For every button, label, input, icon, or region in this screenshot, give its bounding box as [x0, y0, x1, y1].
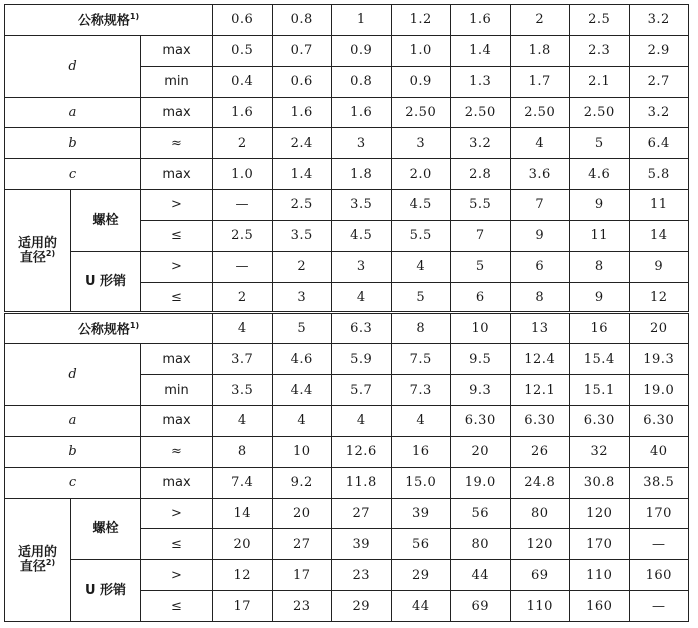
value-cell-upin-le: 3	[272, 282, 332, 313]
value-cell-d-max: 1.8	[510, 35, 570, 66]
value-cell-bolt-le: 39	[332, 529, 392, 560]
value-cell-d-max: 0.7	[272, 35, 332, 66]
value-cell-nominal: 2	[510, 5, 570, 36]
value-cell-b-approx: 8	[213, 436, 273, 467]
value-cell-b-approx: 2.4	[272, 128, 332, 159]
value-cell-d-min: 7.3	[391, 375, 451, 406]
table-row	[5, 159, 689, 190]
table-row	[5, 190, 689, 221]
value-cell-bolt-le: 14	[629, 220, 689, 251]
value-cell-nominal: 0.6	[213, 5, 273, 36]
value-cell-c-max: 2.8	[451, 159, 511, 190]
value-cell-bolt-le: 7	[451, 220, 511, 251]
applicable-line2: 直径	[19, 559, 46, 575]
value-cell-d-min: 1.3	[451, 66, 511, 97]
value-cell-d-min: 0.4	[213, 66, 273, 97]
value-cell-upin-le: 2	[213, 282, 273, 313]
c-label: c	[5, 159, 141, 190]
value-cell-bolt-le: —	[629, 529, 689, 560]
value-cell-upin-gt: 3	[332, 251, 392, 282]
value-cell-bolt-gt: 56	[451, 498, 511, 529]
value-cell-nominal: 1.2	[391, 5, 451, 36]
nominal-size-label	[5, 313, 213, 344]
value-cell-c-max: 3.6	[510, 159, 570, 190]
less-equal-label: ≤	[141, 529, 213, 560]
b-label: b	[5, 128, 141, 159]
value-cell-upin-gt: 23	[332, 560, 392, 591]
value-cell-upin-le: 8	[510, 282, 570, 313]
approx-label: ≈	[141, 436, 213, 467]
value-cell-upin-gt: 29	[391, 560, 451, 591]
value-cell-upin-le: 4	[332, 282, 392, 313]
table-row	[5, 560, 689, 591]
value-cell-bolt-gt: 39	[391, 498, 451, 529]
value-cell-c-max: 1.4	[272, 159, 332, 190]
c-label: c	[5, 467, 141, 498]
value-cell-a-max: 4	[213, 405, 273, 436]
value-cell-upin-le: 9	[570, 282, 630, 313]
value-cell-upin-gt: 8	[570, 251, 630, 282]
value-cell-d-min: 5.7	[332, 375, 392, 406]
max-label: max	[141, 97, 213, 128]
value-cell-nominal: 0.8	[272, 5, 332, 36]
value-cell-a-max: 6.30	[451, 405, 511, 436]
value-cell-nominal: 16	[570, 313, 630, 344]
nominal-label-text: 公称规格	[77, 13, 130, 29]
a-label: a	[5, 97, 141, 128]
value-cell-c-max: 15.0	[391, 467, 451, 498]
value-cell-upin-le: —	[629, 591, 689, 622]
value-cell-bolt-le: 5.5	[391, 220, 451, 251]
max-label: max	[141, 467, 213, 498]
value-cell-c-max: 5.8	[629, 159, 689, 190]
value-cell-d-min: 19.0	[629, 375, 689, 406]
value-cell-bolt-le: 2.5	[213, 220, 273, 251]
d-label: d	[5, 344, 141, 406]
value-cell-nominal: 2.5	[570, 5, 630, 36]
value-cell-bolt-gt: 170	[629, 498, 689, 529]
value-cell-a-max: 2.50	[510, 97, 570, 128]
value-cell-b-approx: 12.6	[332, 436, 392, 467]
value-cell-a-max: 4	[332, 405, 392, 436]
value-cell-d-min: 12.1	[510, 375, 570, 406]
value-cell-d-max: 2.9	[629, 35, 689, 66]
value-cell-bolt-gt: 3.5	[332, 190, 392, 221]
value-cell-nominal: 10	[451, 313, 511, 344]
value-cell-d-min: 4.4	[272, 375, 332, 406]
value-cell-upin-gt: 110	[570, 560, 630, 591]
value-cell-upin-gt: 17	[272, 560, 332, 591]
value-cell-upin-le: 160	[570, 591, 630, 622]
value-cell-c-max: 1.0	[213, 159, 273, 190]
value-cell-a-max: 6.30	[510, 405, 570, 436]
value-cell-b-approx: 4	[510, 128, 570, 159]
value-cell-d-min: 2.7	[629, 66, 689, 97]
value-cell-bolt-gt: 80	[510, 498, 570, 529]
table-row	[5, 128, 689, 159]
value-cell-d-max: 4.6	[272, 344, 332, 375]
value-cell-nominal: 3.2	[629, 5, 689, 36]
bolt-label: 螺栓	[71, 498, 141, 560]
value-cell-upin-le: 69	[451, 591, 511, 622]
value-cell-d-max: 2.3	[570, 35, 630, 66]
value-cell-upin-le: 23	[272, 591, 332, 622]
value-cell-b-approx: 2	[213, 128, 273, 159]
value-cell-bolt-gt: 27	[332, 498, 392, 529]
nominal-label-text: 公称规格	[77, 322, 130, 338]
value-cell-upin-gt: 12	[213, 560, 273, 591]
value-cell-a-max: 1.6	[332, 97, 392, 128]
value-cell-d-min: 2.1	[570, 66, 630, 97]
value-cell-a-max: 1.6	[213, 97, 273, 128]
value-cell-b-approx: 20	[451, 436, 511, 467]
value-cell-nominal: 5	[272, 313, 332, 344]
value-cell-nominal: 6.3	[332, 313, 392, 344]
value-cell-c-max: 4.6	[570, 159, 630, 190]
value-cell-upin-gt: 44	[451, 560, 511, 591]
value-cell-d-max: 1.4	[451, 35, 511, 66]
value-cell-b-approx: 6.4	[629, 128, 689, 159]
value-cell-nominal: 4	[213, 313, 273, 344]
value-cell-bolt-le: 80	[451, 529, 511, 560]
value-cell-nominal: 13	[510, 313, 570, 344]
table-row	[5, 5, 689, 36]
value-cell-upin-le: 17	[213, 591, 273, 622]
value-cell-a-max: 3.2	[629, 97, 689, 128]
value-cell-b-approx: 3	[332, 128, 392, 159]
value-cell-c-max: 7.4	[213, 467, 273, 498]
value-cell-b-approx: 5	[570, 128, 630, 159]
table-row	[5, 313, 689, 344]
value-cell-bolt-le: 3.5	[272, 220, 332, 251]
value-cell-bolt-le: 56	[391, 529, 451, 560]
value-cell-bolt-gt: 5.5	[451, 190, 511, 221]
value-cell-c-max: 24.8	[510, 467, 570, 498]
value-cell-bolt-gt: 120	[570, 498, 630, 529]
value-cell-a-max: 4	[391, 405, 451, 436]
value-cell-nominal: 8	[391, 313, 451, 344]
value-cell-d-max: 7.5	[391, 344, 451, 375]
nominal-size-label	[5, 5, 213, 36]
d-label: d	[5, 35, 141, 97]
a-label: a	[5, 405, 141, 436]
value-cell-b-approx: 26	[510, 436, 570, 467]
value-cell-d-min: 1.7	[510, 66, 570, 97]
value-cell-d-max: 19.3	[629, 344, 689, 375]
value-cell-d-max: 3.7	[213, 344, 273, 375]
table-row	[5, 251, 689, 282]
value-cell-b-approx: 10	[272, 436, 332, 467]
spec-table-body	[5, 5, 689, 622]
value-cell-b-approx: 3.2	[451, 128, 511, 159]
applicable-footnote: 2)	[45, 249, 56, 259]
table-row	[5, 344, 689, 375]
applicable-line1: 适用的	[17, 545, 57, 561]
u-pin-label: U 形销	[71, 251, 141, 313]
max-label: max	[141, 405, 213, 436]
applicable-line1: 适用的	[17, 236, 57, 252]
min-label: min	[141, 375, 213, 406]
value-cell-bolt-gt: 14	[213, 498, 273, 529]
value-cell-upin-gt: 2	[272, 251, 332, 282]
value-cell-upin-le: 12	[629, 282, 689, 313]
bolt-label: 螺栓	[71, 190, 141, 252]
value-cell-a-max: 1.6	[272, 97, 332, 128]
value-cell-bolt-gt: 4.5	[391, 190, 451, 221]
value-cell-upin-le: 29	[332, 591, 392, 622]
value-cell-d-max: 12.4	[510, 344, 570, 375]
table-row	[5, 467, 689, 498]
value-cell-d-min: 0.9	[391, 66, 451, 97]
value-cell-nominal: 1.6	[451, 5, 511, 36]
value-cell-b-approx: 3	[391, 128, 451, 159]
value-cell-d-max: 0.9	[332, 35, 392, 66]
value-cell-c-max: 9.2	[272, 467, 332, 498]
value-cell-c-max: 11.8	[332, 467, 392, 498]
value-cell-d-min: 3.5	[213, 375, 273, 406]
value-cell-upin-gt: 6	[510, 251, 570, 282]
value-cell-upin-le: 5	[391, 282, 451, 313]
value-cell-upin-le: 6	[451, 282, 511, 313]
value-cell-bolt-le: 27	[272, 529, 332, 560]
nominal-footnote: 1)	[129, 320, 140, 330]
less-equal-label: ≤	[141, 220, 213, 251]
value-cell-bolt-le: 4.5	[332, 220, 392, 251]
greater-than-label: >	[141, 560, 213, 591]
greater-than-label: >	[141, 251, 213, 282]
value-cell-upin-gt: 5	[451, 251, 511, 282]
value-cell-b-approx: 40	[629, 436, 689, 467]
value-cell-upin-le: 44	[391, 591, 451, 622]
value-cell-a-max: 2.50	[451, 97, 511, 128]
u-pin-label: U 形销	[71, 560, 141, 622]
value-cell-bolt-gt: 7	[510, 190, 570, 221]
value-cell-d-max: 9.5	[451, 344, 511, 375]
value-cell-a-max: 2.50	[570, 97, 630, 128]
less-equal-label: ≤	[141, 282, 213, 313]
value-cell-bolt-gt: —	[213, 190, 273, 221]
value-cell-nominal: 20	[629, 313, 689, 344]
value-cell-b-approx: 16	[391, 436, 451, 467]
value-cell-upin-gt: —	[213, 251, 273, 282]
max-label: max	[141, 35, 213, 66]
value-cell-upin-gt: 4	[391, 251, 451, 282]
table-row	[5, 405, 689, 436]
value-cell-b-approx: 32	[570, 436, 630, 467]
value-cell-bolt-gt: 20	[272, 498, 332, 529]
cotter-pin-spec-table	[4, 4, 689, 622]
value-cell-bolt-gt: 11	[629, 190, 689, 221]
applicable-footnote: 2)	[45, 558, 56, 568]
max-label: max	[141, 159, 213, 190]
value-cell-d-min: 15.1	[570, 375, 630, 406]
max-label: max	[141, 344, 213, 375]
value-cell-d-min: 0.6	[272, 66, 332, 97]
value-cell-a-max: 4	[272, 405, 332, 436]
value-cell-c-max: 38.5	[629, 467, 689, 498]
value-cell-d-min: 0.8	[332, 66, 392, 97]
value-cell-bolt-le: 120	[510, 529, 570, 560]
nominal-footnote: 1)	[129, 11, 140, 21]
value-cell-a-max: 6.30	[629, 405, 689, 436]
value-cell-d-max: 15.4	[570, 344, 630, 375]
value-cell-d-max: 5.9	[332, 344, 392, 375]
less-equal-label: ≤	[141, 591, 213, 622]
min-label: min	[141, 66, 213, 97]
value-cell-a-max: 2.50	[391, 97, 451, 128]
applicable-line2: 直径	[19, 250, 46, 266]
applicable-diameter-label	[5, 498, 71, 622]
value-cell-nominal: 1	[332, 5, 392, 36]
value-cell-c-max: 30.8	[570, 467, 630, 498]
value-cell-bolt-gt: 9	[570, 190, 630, 221]
b-label: b	[5, 436, 141, 467]
value-cell-upin-gt: 160	[629, 560, 689, 591]
value-cell-bolt-le: 20	[213, 529, 273, 560]
value-cell-upin-le: 110	[510, 591, 570, 622]
approx-label: ≈	[141, 128, 213, 159]
table-row	[5, 97, 689, 128]
value-cell-c-max: 19.0	[451, 467, 511, 498]
value-cell-d-min: 9.3	[451, 375, 511, 406]
value-cell-bolt-le: 9	[510, 220, 570, 251]
value-cell-upin-gt: 69	[510, 560, 570, 591]
applicable-diameter-label	[5, 190, 71, 313]
greater-than-label: >	[141, 498, 213, 529]
value-cell-bolt-le: 11	[570, 220, 630, 251]
value-cell-d-max: 0.5	[213, 35, 273, 66]
value-cell-c-max: 1.8	[332, 159, 392, 190]
value-cell-bolt-gt: 2.5	[272, 190, 332, 221]
value-cell-a-max: 6.30	[570, 405, 630, 436]
value-cell-bolt-le: 170	[570, 529, 630, 560]
value-cell-upin-gt: 9	[629, 251, 689, 282]
value-cell-c-max: 2.0	[391, 159, 451, 190]
table-row	[5, 35, 689, 66]
greater-than-label: >	[141, 190, 213, 221]
table-row	[5, 436, 689, 467]
table-row	[5, 498, 689, 529]
value-cell-d-max: 1.0	[391, 35, 451, 66]
